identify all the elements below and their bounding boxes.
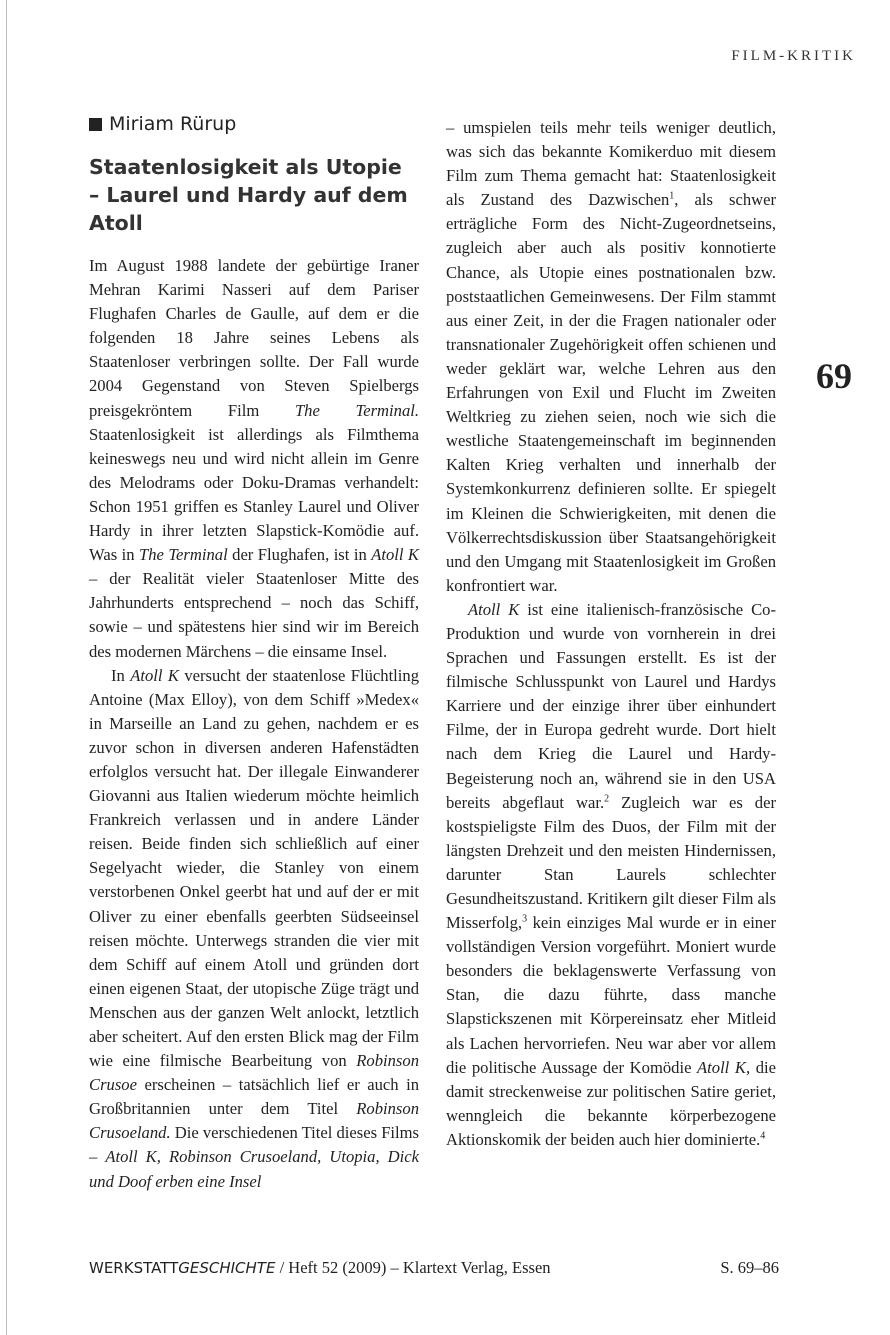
film-title: Robinson Crusoe bbox=[89, 1051, 419, 1095]
film-title: Atoll K bbox=[468, 599, 520, 619]
page-footer bbox=[89, 1258, 779, 1278]
journal-name-italic: GESCHICHTE bbox=[178, 1259, 276, 1277]
film-title: Atoll K, bbox=[697, 1057, 751, 1077]
footnote-ref[interactable]: 4 bbox=[760, 1130, 766, 1142]
section-label: FILM-KRITIK bbox=[731, 48, 856, 64]
film-title: Robinson Crusoeland. bbox=[89, 1099, 419, 1143]
author-name: Miriam Rürup bbox=[109, 113, 237, 135]
footnote-ref[interactable]: 1 bbox=[669, 190, 675, 202]
column-right bbox=[446, 116, 776, 1152]
paragraph-2-continued: – umspielen teils mehr teils weniger deutlich, was sich das bekannte Komikerduo mit diesem Film zum Thema gemacht hat: Staatenlosigkeit als Zustand des Dazwischen$^1$, als schwer erträgliche Form des Nicht-Zugeordnetseins, zugleich aber auch als positiv konnotierte Chance, als Utopie eines postnationalen bzw. poststaatlichen Gemeinwesens. Der Film stammt aus einer Zeit, in der die Fragen nationaler oder transnationaler Zugehörigkeit offen schienen und weder geklärt war, welche Lehren aus den Erfahrungen von Exil und Flucht im Zweiten Weltkrieg zu ziehen seien, noch wie sich die westliche Staatengemeinschaft im beginnenden Kalten Krieg verhalten und innerhalb der Systemkonkurrenz definieren sollte. Er spiegelt im Kleinen die Schwierigkeiten, mit denen die Völkerrechtsdiskussion über Staatsangehörigkeit und den Umgang mit Staatenlosigkeit im Großen konfrontiert war. bbox=[446, 118, 777, 595]
paragraph-1: Im August 1988 landete der gebürtige Iraner Mehran Karimi Nasseri auf dem Pariser Flughafen Charles de Gaulle, auf dem er die folgenden 18 Jahre seines Lebens als Staatenloser verbringen sollte. Der Fall wurde 2004 Gegenstand von Steven Spielbergs preisgekröntem Film The Terminal. Staatenlosigkeit ist allerdings als Filmthema keineswegs neu und wird nicht allein im Genre des Melodrams oder Doku-Dramas verhandelt: Schon 1951 griffen es Stanley Laurel und Oliver Hardy in ihrer letzten Slapstick-Komödie auf. Was in The Terminal der Flughafen, ist in Atoll K – der Realität vieler Staatenloser Mitte des Jahrhunderts entsprechend – noch das Schiff, sowie – und spätestens hier sind wir im Bereich des modernen Märchens – die einsame Insel. bbox=[89, 256, 420, 661]
film-title: The Terminal bbox=[139, 545, 228, 565]
issue-info: / Heft 52 (2009) – Klartext Verlag, Essen bbox=[275, 1258, 551, 1277]
author-line bbox=[89, 112, 419, 136]
article-title: Staatenlosigkeit als Utopie – Laurel und Hardy auf dem Atoll bbox=[89, 155, 408, 235]
journal-name: WERKSTATT bbox=[89, 1259, 179, 1277]
column-left bbox=[89, 112, 419, 1194]
film-title: The Terminal. bbox=[294, 400, 420, 420]
paragraph-3: Atoll K ist eine italienisch-französische Co-Produktion und wurde von vornherein in drei Sprachen und Fassungen erstellt. Es ist der filmische Schlusspunkt von Laurel und Hardys Karriere und der einzige ihrer über einhundert Filme, der in Europa gedreht wurde. Dort hielt nach dem Krieg die Laurel und Hardy-Begeisterung noch an, während sie in den USA bereits abgeflaut war.$^2$ Zugleich war es der kostspieligste Film des Duos, der Film mit der längsten Drehzeit und den meisten Hindernissen, darunter Stan Laurels schlechter Gesundheitszustand. Kritikern gilt dieser Film als Misserfolg,$^3$ kein einziges Mal wurde er in einer vollständigen Version vorgeführt. Moniert wurde besonders die beklagenswerte Verfassung von Stan, die dazu führte, dass manche Slapstickszenen mit Körpereinsatz eher Mitleid als Lachen hervorriefen. Neu war aber vor allem die politische Aussage der Komödie Atoll K, die damit streckenweise zur politischen Satire geriet, wenngleich die bekannte körperbezogene Aktionskomik der beiden auch hier dominierte.$^4$ bbox=[446, 599, 776, 1149]
square-bullet-icon bbox=[89, 118, 102, 131]
film-title: Atoll K bbox=[130, 665, 179, 685]
paragraph-2: In Atoll K versucht der staatenlose Flüchtling Antoine (Max Elloy), von dem Schiff »Medex« in Marseille an Land zu gehen, nachdem er es zuvor schon in diversen anderen Hafenstädten erfolglos versucht hat. Der illegale Einwanderer Giovanni aus Italien wiederum möchte heimlich Frankreich verlassen und in andere Länder reisen. Beide finden sich schließlich auf einer Segelyacht wieder, die Stanley von einem verstorbenen Onkel geerbt hat und auf der er mit Oliver zu einer ebenfalls geerbten Südseeinsel reisen möchte. Unterwegs stranden die vier mit dem Schiff auf einem Atoll und gründen dort einen eigenen Staat, der utopische Züge trägt und Menschen aus der ganzen Welt anlockt, letztlich aber scheitert. Auf den ersten Blick mag der Film wie eine filmische Bearbeitung von Robinson Crusoe erscheinen – tatsächlich lief er auch in Großbritannien unter dem Titel Robinson Crusoeland. Die verschiedenen Titel dieses Films – Atoll K, Robinson Crusoeland, Utopia, Dick und Doof erben eine Insel bbox=[89, 665, 420, 1191]
film-title: Atoll K bbox=[371, 545, 419, 565]
page-edge-line bbox=[6, 0, 7, 1335]
film-titles-list: Atoll K, Robinson Crusoeland, Utopia, Dick und Doof erben eine Insel bbox=[89, 1147, 419, 1191]
page-number: 69 bbox=[816, 356, 852, 396]
page-range: S. 69–86 bbox=[720, 1258, 779, 1277]
footnote-ref[interactable]: 2 bbox=[604, 793, 610, 805]
footnote-ref[interactable]: 3 bbox=[522, 913, 528, 925]
